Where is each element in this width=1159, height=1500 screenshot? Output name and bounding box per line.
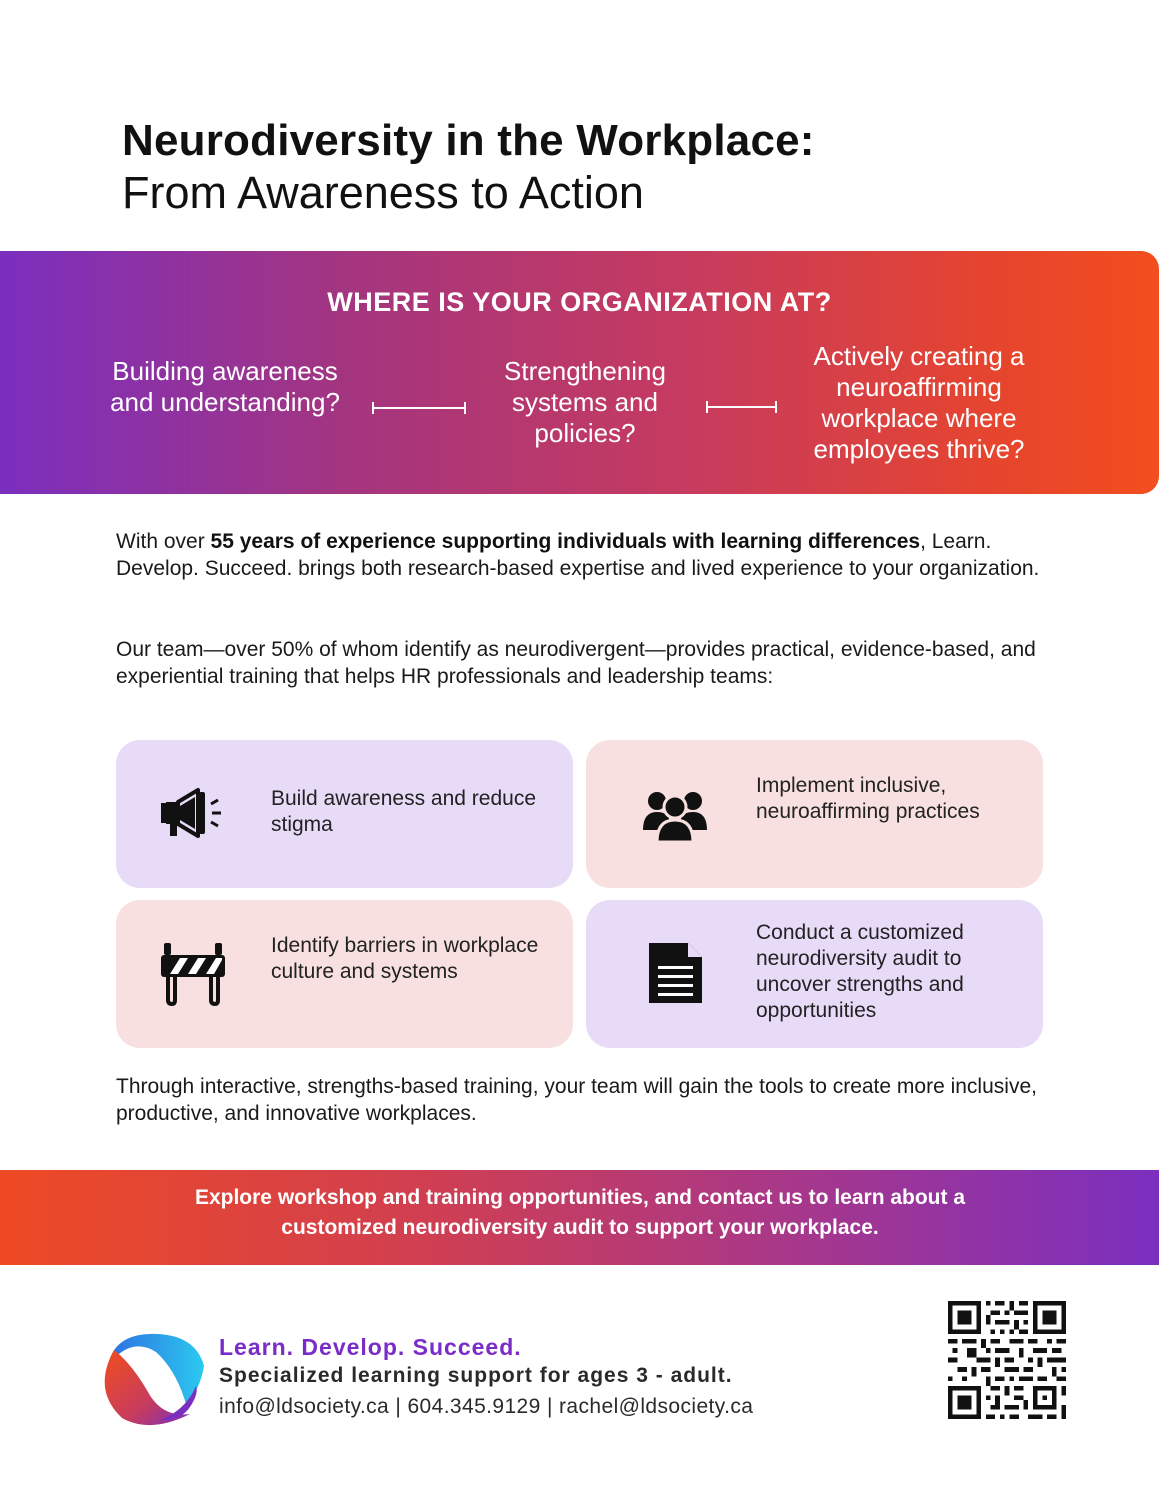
document-icon xyxy=(640,938,710,1008)
brand-tagline: Specialized learning support for ages 3 - adult. xyxy=(219,1364,733,1387)
card-text: Implement inclusive, neuroaffirming practices xyxy=(756,774,980,823)
megaphone-icon xyxy=(158,780,228,850)
card-text: Build awareness and reduce stigma xyxy=(271,787,537,836)
title-block xyxy=(122,115,815,219)
card-text: Identify barriers in workplace culture and systems xyxy=(271,934,539,983)
card-inclusive-practices xyxy=(586,740,1043,888)
ld-society-logo xyxy=(100,1330,206,1426)
intro-bold: 55 years of experience supporting individuals with learning differences xyxy=(210,530,921,553)
stage-connector xyxy=(706,406,777,408)
stage-awareness: Building awareness and understanding? xyxy=(110,356,340,417)
intro-suffix: , Learn. Develop. Succeed. brings both research-based expertise and lived experience to your organization. xyxy=(116,530,1040,580)
stage-thriving: Actively creating a neuroaffirming workplace where employees thrive? xyxy=(813,341,1025,464)
banner-heading: WHERE IS YOUR ORGANIZATION AT? xyxy=(327,287,832,317)
qr-code[interactable] xyxy=(948,1301,1066,1419)
team-paragraph: Our team—over 50% of whom identify as neurodivergent—provides practical, evidence-based, and experiential training that helps HR professionals and leadership teams: xyxy=(116,638,1036,688)
cta-text: Explore workshop and training opportunities, and contact us to learn about a customized neurodiversity audit to support your workplace. xyxy=(194,1186,966,1239)
card-text: Conduct a customized neurodiversity audit to uncover strengths and opportunities xyxy=(756,921,964,1022)
stage-systems: Strengthening systems and policies? xyxy=(504,356,666,448)
page-subtitle: From Awareness to Action xyxy=(122,167,644,218)
intro-paragraph xyxy=(116,528,1046,582)
intro-prefix: With over xyxy=(116,530,211,553)
page-title: Neurodiversity in the Workplace: xyxy=(122,116,815,165)
card-awareness xyxy=(116,740,573,888)
people-group-icon xyxy=(640,780,710,850)
closing-paragraph: Through interactive, strengths-based training, your team will gain the tools to create more inclusive, productive, and innovative workplaces. xyxy=(116,1075,1037,1125)
brand-name: Learn. Develop. Succeed. xyxy=(219,1334,522,1360)
contact-info: info@ldsociety.ca | 604.345.9129 | rachel@ldsociety.ca xyxy=(219,1395,754,1418)
barrier-icon xyxy=(158,938,228,1008)
stage-connector xyxy=(372,407,466,409)
card-audit xyxy=(586,900,1043,1048)
card-barriers xyxy=(116,900,573,1048)
